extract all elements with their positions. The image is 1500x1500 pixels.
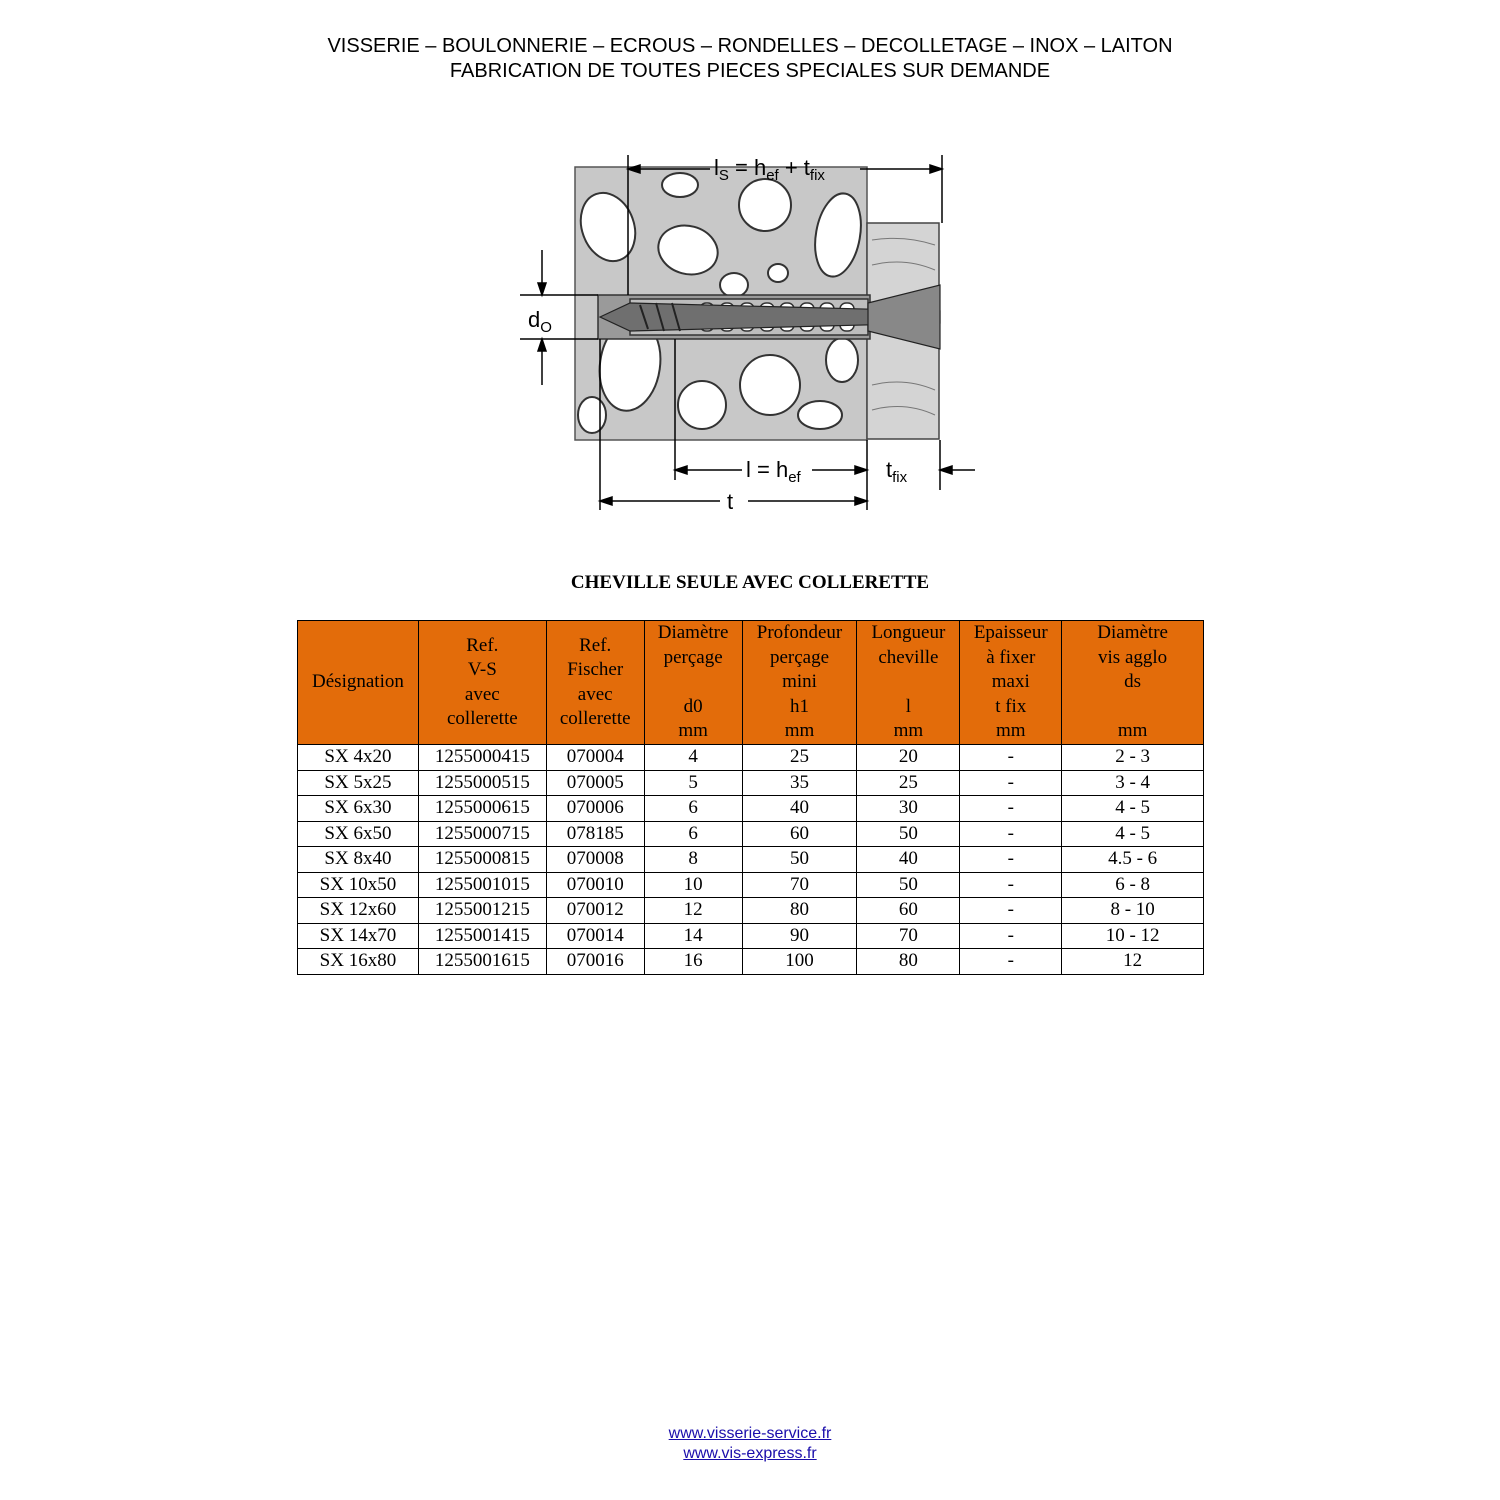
table-cell: 30 <box>857 796 960 822</box>
page-footer <box>0 1424 1500 1464</box>
table-title: CHEVILLE SEULE AVEC COLLERETTE <box>570 572 930 593</box>
table-cell: - <box>960 745 1062 771</box>
table-cell: 70 <box>742 872 857 898</box>
table-cell: - <box>960 872 1062 898</box>
table-cell: 40 <box>857 847 960 873</box>
column-header: Profondeur perçage mini h1 mm <box>742 621 857 745</box>
table-cell: SX 16x80 <box>298 949 419 975</box>
table-cell: 3 - 4 <box>1062 770 1204 796</box>
table-cell: 100 <box>742 949 857 975</box>
table-cell: 50 <box>857 821 960 847</box>
column-header: Ref. V-S avec collerette <box>418 621 546 745</box>
table-cell: 6 <box>644 796 742 822</box>
table-cell: 60 <box>857 898 960 924</box>
table-row <box>298 821 1204 847</box>
table-cell: SX 4x20 <box>298 745 419 771</box>
table-cell: 070012 <box>546 898 644 924</box>
table-cell: 80 <box>857 949 960 975</box>
table-row <box>298 770 1204 796</box>
table-cell: 10 - 12 <box>1062 923 1204 949</box>
website-link-1[interactable]: www.visserie-service.fr <box>668 1425 832 1442</box>
table-cell: 10 <box>644 872 742 898</box>
tfix-label: $t_{fix}$ <box>886 457 908 486</box>
table-cell: 60 <box>742 821 857 847</box>
table-cell: 2 - 3 <box>1062 745 1204 771</box>
table-row <box>298 898 1204 924</box>
table-cell: 1255001015 <box>418 872 546 898</box>
l-hef-label: $l = h_{ef}$ <box>746 457 801 486</box>
table-body <box>298 745 1204 975</box>
table-cell: 1255001615 <box>418 949 546 975</box>
column-header: Diamètre perçage d0 mm <box>644 621 742 745</box>
table-cell: 6 - 8 <box>1062 872 1204 898</box>
t-label: t <box>727 489 734 514</box>
ls-formula-label: $l_S = h_{ef} + t_{fix}$ <box>714 155 825 184</box>
anchor-diagram <box>520 145 980 545</box>
table-cell: 070014 <box>546 923 644 949</box>
product-table <box>297 620 1204 975</box>
table-cell: 12 <box>1062 949 1204 975</box>
table-cell: 35 <box>742 770 857 796</box>
table-cell: SX 5x25 <box>298 770 419 796</box>
table-cell: - <box>960 847 1062 873</box>
table-cell: SX 6x30 <box>298 796 419 822</box>
table-cell: 070010 <box>546 872 644 898</box>
table-cell: - <box>960 796 1062 822</box>
table-cell: 80 <box>742 898 857 924</box>
table-cell: - <box>960 770 1062 796</box>
table-cell: 20 <box>857 745 960 771</box>
table-cell: 070005 <box>546 770 644 796</box>
table-cell: 4.5 - 6 <box>1062 847 1204 873</box>
table-cell: 070016 <box>546 949 644 975</box>
table-cell: 50 <box>857 872 960 898</box>
table-cell: SX 12x60 <box>298 898 419 924</box>
table-row <box>298 847 1204 873</box>
table-cell: 70 <box>857 923 960 949</box>
table-cell: 070006 <box>546 796 644 822</box>
table-cell: SX 8x40 <box>298 847 419 873</box>
table-cell: 90 <box>742 923 857 949</box>
table-cell: 070008 <box>546 847 644 873</box>
table-cell: - <box>960 949 1062 975</box>
table-row <box>298 796 1204 822</box>
table-cell: 5 <box>644 770 742 796</box>
table-cell: 14 <box>644 923 742 949</box>
table-cell: - <box>960 898 1062 924</box>
table-cell: 6 <box>644 821 742 847</box>
anchor-diagram-svg <box>520 145 980 545</box>
table-cell: 16 <box>644 949 742 975</box>
table-cell: 1255000615 <box>418 796 546 822</box>
table-row <box>298 872 1204 898</box>
table-cell: SX 10x50 <box>298 872 419 898</box>
table-header-row <box>298 621 1204 745</box>
table-cell: 25 <box>857 770 960 796</box>
table-row <box>298 923 1204 949</box>
table-cell: 070004 <box>546 745 644 771</box>
table-cell: 25 <box>742 745 857 771</box>
table-cell: SX 14x70 <box>298 923 419 949</box>
table-cell: 1255000515 <box>418 770 546 796</box>
table-cell: 078185 <box>546 821 644 847</box>
d0-label: $d_O$ <box>528 307 552 336</box>
table-cell: SX 6x50 <box>298 821 419 847</box>
table-cell: 40 <box>742 796 857 822</box>
column-header: Ref. Fischer avec collerette <box>546 621 644 745</box>
website-link-2[interactable]: www.vis-express.fr <box>683 1445 817 1462</box>
column-header: Epaisseur à fixer maxi t fix mm <box>960 621 1062 745</box>
table-cell: 4 - 5 <box>1062 796 1204 822</box>
table-cell: 8 - 10 <box>1062 898 1204 924</box>
table-cell: 50 <box>742 847 857 873</box>
table-cell: 1255000415 <box>418 745 546 771</box>
table-cell: 1255000815 <box>418 847 546 873</box>
table-row <box>298 745 1204 771</box>
header-line-2: FABRICATION DE TOUTES PIECES SPECIALES SUR DEMANDE <box>449 60 1051 82</box>
table-cell: 4 <box>644 745 742 771</box>
table-cell: 1255000715 <box>418 821 546 847</box>
column-header: Diamètre vis agglo ds mm <box>1062 621 1204 745</box>
column-header: Désignation <box>298 621 419 745</box>
header-line-1: VISSERIE – BOULONNERIE – ECROUS – RONDELLES – DECOLLETAGE – INOX – LAITON <box>327 35 1173 57</box>
page-header <box>0 34 1500 84</box>
column-header: Longueur cheville l mm <box>857 621 960 745</box>
table-cell: 1255001415 <box>418 923 546 949</box>
table-cell: - <box>960 923 1062 949</box>
table-cell: 8 <box>644 847 742 873</box>
table-cell: 12 <box>644 898 742 924</box>
table-cell: - <box>960 821 1062 847</box>
table-cell: 4 - 5 <box>1062 821 1204 847</box>
table-row <box>298 949 1204 975</box>
table-cell: 1255001215 <box>418 898 546 924</box>
